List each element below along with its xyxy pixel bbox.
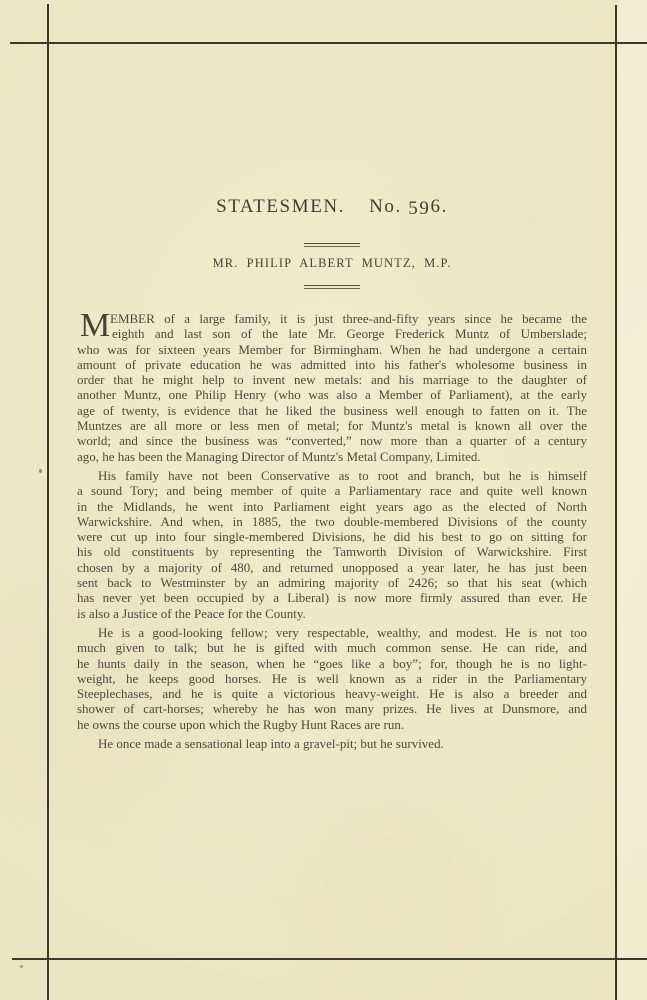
divider-rule-top [304, 243, 360, 247]
issue-number-char: 5 [408, 198, 420, 219]
text-line: his old constituents by representing the Tamworth Division of Warwickshire. First [77, 544, 587, 560]
paper-speck [20, 965, 23, 968]
text-line: weight, he keeps good horses. He is well known as a rider in the Parliamentary [77, 670, 587, 686]
issue-number-char: . [395, 196, 402, 217]
text-line: he owns the course upon which the Rugby Hunt Races are run. [77, 716, 405, 732]
paragraph [77, 468, 587, 621]
drop-cap: M [80, 307, 111, 344]
issue-number-char: 6 [430, 196, 442, 217]
text-line: order that he might help to invent new metals: and his marriage to the daughter of [77, 372, 587, 388]
text-line: He is a good-looking fellow; very respectable, wealthy, and modest. He is not too [98, 624, 587, 640]
text-line: is also a Justice of the Peace for the County. [77, 605, 306, 621]
issue-number-char: . [441, 196, 448, 217]
issue-number-char: N [369, 196, 385, 217]
page-edge-highlight [618, 0, 647, 1000]
paragraph [77, 307, 587, 464]
text-line: in the Midlands, he went into Parliament eight years ago as the elected of North [77, 498, 587, 514]
issue-number [369, 196, 448, 219]
paragraph [77, 625, 587, 732]
text-line: sent back to Westminster by an admiring majority of 2426; so that his seat (which [77, 575, 587, 591]
text-line: shower of cart-horses; whereby he has won many prizes. He lives at Dunsmore, and [77, 701, 587, 717]
text-line: he hunts daily in the season, when he “goes like a boy”; for, though he is no light- [77, 655, 587, 671]
text-line: were cut up into four single-membered Divisions, he did his best to go on sitting for [77, 529, 587, 545]
text-line: Warwickshire. And when, in 1885, the two double-membered Divisions of the county [77, 513, 587, 529]
text-line: who was for sixteen years Member for Birmingham. When he had undergone a certain [77, 341, 587, 357]
text-line: a sound Tory; and being member of quite a Parliamentary race and quite well known [77, 483, 587, 499]
text-line: eighth and last son of the late Mr. George Frederick Muntz of Umberslade; [112, 326, 587, 342]
text-line: has never yet been occupied by a Liberal) is now more firmly assured than ever. He [77, 590, 587, 606]
text-line: world; and since the business was “converted,” now more than a quarter of a century [77, 433, 587, 449]
paper-speck [39, 469, 42, 473]
page-content [48, 0, 616, 1000]
divider-rule-bottom [304, 285, 360, 289]
text-line: ago, he has been the Managing Director of Muntz's Metal Company, Limited. [77, 448, 481, 464]
issue-number-char: o [384, 196, 396, 217]
text-line: Steeplechases, and he is quite a victorious heavy-weight. He is also a breeder and [77, 686, 587, 702]
text-line: He once made a sensational leap into a gravel-pit; but he survived. [98, 736, 444, 752]
text-line: Muntzes are all more or less men of metal; for Muntz's metal is known all over the [77, 418, 587, 434]
text-line: EMBER of a large family, it is just three-and-fifty years since he became the [110, 311, 587, 326]
paragraph [77, 736, 587, 751]
series-header [48, 196, 616, 218]
text-line: another Muntz, one Philip Henry (who was also a Member of Parliament), at the early [77, 387, 587, 403]
text-line: chosen by a majority of 480, and returned unopposed a year later, he has just been [77, 559, 587, 575]
subject-title: MR. PHILIP ALBERT MUNTZ, M.P. [212, 256, 452, 270]
text-body [77, 307, 587, 752]
text-line: amount of private education he was admitted into his father's wholesome business in [77, 356, 587, 372]
series-title: STATESMEN. [216, 196, 346, 217]
text-line: age of twenty, is evidence that he liked the business well enough to fatten on it. The [77, 402, 587, 418]
text-line: much given to talk; but he is gifted with much common sense. He can ride, and [77, 640, 587, 656]
text-line: His family have not been Conservative as to root and branch, but he is himself [98, 467, 587, 483]
issue-number-char: 9 [419, 198, 431, 219]
